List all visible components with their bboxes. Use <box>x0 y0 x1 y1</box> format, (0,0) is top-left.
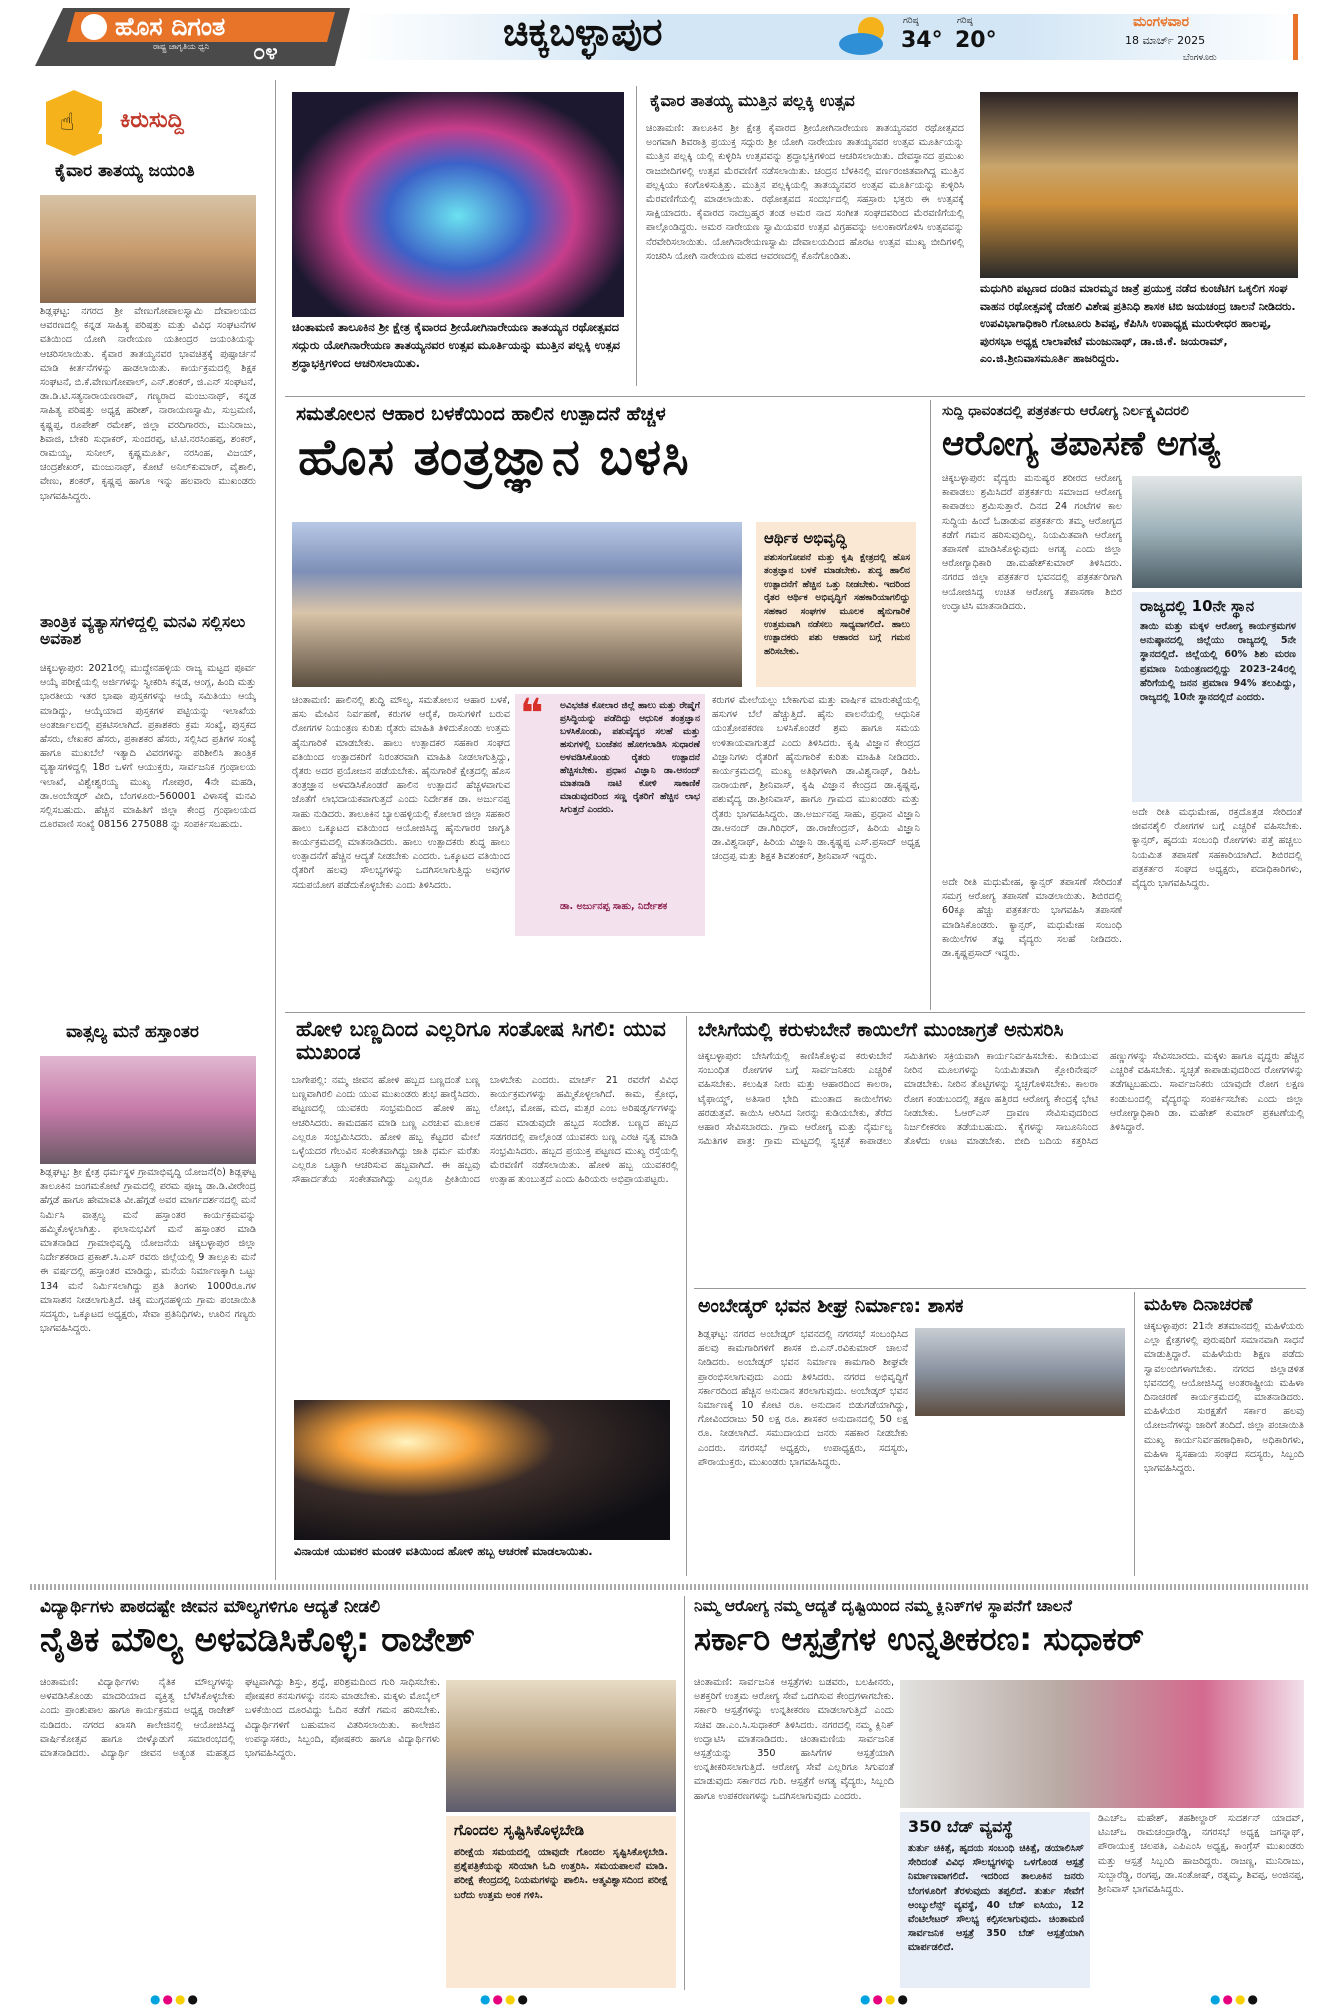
logo-block <box>35 8 350 66</box>
kirusuddi-badge <box>38 90 268 156</box>
vatsalya-body: ಶಿಡ್ಲಘಟ್ಟ: ಶ್ರೀ ಕ್ಷೇತ್ರ ಧರ್ಮಸ್ಥಳ ಗ್ರಾಮಾಭಿವೃದ್ಧಿ ಯೋಜನೆ(ರಿ) ಶಿಡ್ಲಘಟ್ಟ ತಾಲೂಕಿನ ಜಂಗಮಕೋಟೆ ಗ್ರಾಮದಲ್ಲಿ ಪರಮ ಪೂಜ್ಯ ಡಾ.ಡಿ.ವೀರೇಂದ್ರ ಹೆಗ್ಗಡೆ ಹಾಗೂ ಹೇಮಾವತಿ ವೀ.ಹೆಗ್ಗಡೆ ಅವರ ಮಾರ್ಗದರ್ಶನದಲ್ಲಿ ಮನೆ ನಿರ್ಮಿಸಿ ವಾತ್ಸಲ್ಯ ಮನೆ ಹಸ್ತಾಂತರ ಕಾರ್ಯಕ್ರಮವನ್ನು ಹಮ್ಮಿಕೊಳ್ಳಲಾಗಿತ್ತು. ಫಲಾನುಭವಿಗೆ ಮನೆ ಹಸ್ತಾಂತರ ಮಾಡಿ ಮಾತನಾಡಿದ ಗ್ರಾಮಾಭಿವೃದ್ಧಿ ಯೋಜನೆಯ ಚಿಕ್ಕಬಳ್ಳಾಪುರ ಜಿಲ್ಲಾ ನಿರ್ದೇಶಕರಾದ ಪ್ರಕಾಶ್.ಸಿ.ಎಸ್ ರವರು ಜಿಲ್ಲೆಯಲ್ಲಿ 9 ತಾಲ್ಲೂಕು ಮನೆ ಈ ವರ್ಷದಲ್ಲಿ ಹಸ್ತಾಂತರ ಮಾಡಿದ್ದು, ಮನೆಯ ನಿರ್ಮಾಣಕ್ಕಾಗಿ ಒಟ್ಟು 134 ಮನೆ ನಿರ್ಮಿಸಲಾಗಿದ್ದು ಪ್ರತಿ ತಿಂಗಳು 1000ರೂ.ಗಳ ಮಾಸಾಶನ ನೀಡಲಾಗುತ್ತಿದೆ. ಚಿಕ್ಕ ಮುಗ್ಗನಹಳ್ಳಿಯ ಗ್ರಾಮ ಪಂಚಾಯಿತಿ ಸದಸ್ಯರು, ಒಕ್ಕೂಟದ ಅಧ್ಯಕ್ಷರು, ಸೇವಾ ಪ್ರತಿನಿಧಿಗಳು, ಊರಿನ ಗಣ್ಯರು ಭಾಗವಹಿಸಿದ್ದರು. <box>40 1167 256 1335</box>
hospital-body: ಚಿಂತಾಮಣಿ: ಸಾರ್ವಜನಿಕ ಆಸ್ಪತ್ರೆಗಳು ಬಡವರು, ಬಲಹೀನರು, ಅಶಕ್ತರಿಗೆ ಉತ್ತಮ ಆರೋಗ್ಯ ಸೇವೆ ಒದಗಿಸುವ ಕೇಂದ್ರಗಳಾಗಬೇಕು. ಸರ್ಕಾರಿ ಆಸ್ಪತ್ರೆಗಳನ್ನು ಉನ್ನತೀಕರಣ ಮಾಡಲಾಗುತ್ತಿದೆ ಎಂದು ಸಚಿವ ಡಾ.ಎಂ.ಸಿ.ಸುಧಾಕರ್ ತಿಳಿಸಿದರು. ನಗರದಲ್ಲಿ ನಮ್ಮ ಕ್ಲಿನಿಕ್ ಉದ್ಘಾಟಿಸಿ ಮಾತನಾಡಿದರು. ಚಿಂತಾಮಣಿಯ ಸಾರ್ವಜನಿಕ ಆಸ್ಪತ್ರೆಯನ್ನು 350 ಹಾಸಿಗೆಗಳ ಆಸ್ಪತ್ರೆಯಾಗಿ ಉನ್ನತೀಕರಿಸಲಾಗುತ್ತಿದೆ. ಆರೋಗ್ಯ ಸೇವೆ ಎಲ್ಲರಿಗೂ ಸಿಗುವಂತೆ ಮಾಡುವುದು ಸರ್ಕಾರದ ಗುರಿ. ಆಸ್ಪತ್ರೆಗೆ ಅಗತ್ಯ ವೈದ್ಯರು, ಸಿಬ್ಬಂದಿ ಹಾಗೂ ಉಪಕರಣಗಳನ್ನು ಒದಗಿಸಲಾಗುವುದು ಎಂದರು. <box>694 1677 894 1802</box>
col-divider-women <box>1134 1292 1135 1576</box>
holi-photo-caption: ವಿನಾಯಕ ಯುವಕರ ಮಂಡಳಿ ವತಿಯಿಂದ ಹೋಳಿ ಹಬ್ಬ ಆಚರಣೆ ಮಾಡಲಾಯಿತು. <box>294 1544 593 1558</box>
section-divider-bottom <box>30 1584 1308 1590</box>
holi-headline: ಹೋಳಿ ಬಣ್ಣದಿಂದ ಎಲ್ಲರಿಗೂ ಸಂತೋಷ ಸಿಗಲಿ: ಯುವ ಮುಖಂಡ <box>296 1017 666 1065</box>
hospital-sidebar-body: ತುರ್ತು ಚಿಕಿತ್ಸೆ, ಹೃದಯ ಸಂಬಂಧಿ ಚಿಕಿತ್ಸೆ, ಡಯಾಲಿಸಿಸ್ ಸೇರಿದಂತೆ ವಿವಿಧ ಸೌಲಭ್ಯಗಳನ್ನು ಒಳಗೊಂಡ ಆಸ್ಪತ್ರೆ ನಿರ್ಮಾಣವಾಗಲಿದೆ. ಇದರಿಂದ ತಾಲೂಕಿನ ಜನರು ಬೆಂಗಳೂರಿಗೆ ತೆರಳುವುದು ತಪ್ಪಲಿದೆ. ತುರ್ತು ಸೇವೆಗೆ ಆಂಬ್ಯುಲೆನ್ಸ್ ವ್ಯವಸ್ಥೆ, 40 ಬೆಡ್ ಐಸಿಯು, 12 ವೆಂಟಿಲೇಟರ್ ಸೌಲಭ್ಯ ಕಲ್ಪಿಸಲಾಗುವುದು. ಚಿಂತಾಮಣಿ ಸಾರ್ವಜನಿಕ ಆಸ್ಪತ್ರೆ 350 ಬೆಡ್ ಆಸ್ಪತ್ರೆಯಾಗಿ ಮಾರ್ಪಡಲಿದೆ. <box>908 1843 1084 1954</box>
health-camp-photo <box>1132 476 1302 588</box>
technical-appeal-headline: ತಾಂತ್ರಿಕ ವ್ಯತ್ಯಾಸಗಳಿದ್ದಲ್ಲಿ ಮನವಿ ಸಲ್ಲಿಸಲು ಅವಕಾಶ <box>40 613 246 649</box>
hospital-sidebar-title: 350 ಬೆಡ್ ವ್ಯವಸ್ಥೆ <box>908 1817 1013 1836</box>
row-divider-top <box>285 396 1305 397</box>
col-divider-left <box>275 80 276 1580</box>
ambedkar-headline: ಅಂಬೇಡ್ಕರ್ ಭವನ ಶೀಘ್ರ ನಿರ್ಮಾಣ: ಶಾಸಕ <box>698 1295 964 1317</box>
hospital-inauguration-photo <box>900 1680 1304 1808</box>
edition-city: ಬೆಂಗಳೂರು <box>1183 53 1217 63</box>
lead-kicker: ಸಮತೋಲನ ಆಹಾರ ಬಳಕೆಯಿಂದ ಹಾಲಿನ ಉತ್ಪಾದನೆ ಹೆಚ್ಚಳ <box>296 403 666 425</box>
lead-group-photo <box>292 522 742 687</box>
kaivara-headline: ಕೈವಾರ ತಾತಯ್ಯ ಮುತ್ತಿನ ಪಲ್ಲಕ್ಕಿ ಉತ್ಸವ <box>650 91 855 110</box>
kirusuddi-label: ಕಿರುಸುದ್ದಿ <box>120 108 184 133</box>
lead-body-2: ಕರುಗಳ ಮೇಲೆಯಲ್ಲು ಬೇಕಾಗುವ ಮತ್ತು ವಾರ್ಷಿಕ ಮಾರುಕಟ್ಟೆಯಲ್ಲಿ ಹಸುಗಳ ಬೆಲೆ ಹೆಚ್ಚುತ್ತಿದೆ. ಹೈನು ಪಾಲನೆಯಲ್ಲಿ ಆಧುನಿಕ ಯಂತ್ರೋಪಕರಣ ಬಳಸಿಕೊಂಡರೆ ಶ್ರಮ ಹಾಗೂ ಸಮಯ ಉಳಿತಾಯವಾಗುತ್ತದೆ ಎಂದು ತಿಳಿಸಿದರು. ಕೃಷಿ ವಿಜ್ಞಾನ ಕೇಂದ್ರದ ವಿಜ್ಞಾನಿಗಳು ರೈತರಿಗೆ ಹೈನುಗಾರಿಕೆ ಕುರಿತು ಮಾಹಿತಿ ನೀಡಿದರು. ಕಾರ್ಯಕ್ರಮದಲ್ಲಿ ಮುಖ್ಯ ಅತಿಥಿಗಳಾಗಿ ಡಾ.ವಿಶ್ವನಾಥ್, ಡಿಪಿಓ ನಾರಾಯಣ್, ಶ್ರೀನಿವಾಸ್, ಕೃಷಿ ವಿಜ್ಞಾನ ಕೇಂದ್ರದ ಡಾ.ಕೃಷ್ಣಪ್ಪ, ಪಶುವೈದ್ಯ ಡಾ.ಶ್ರೀನಿವಾಸ್, ಹಾಗೂ ಗ್ರಾಮದ ಮುಖಂಡರು ಮತ್ತು ರೈತರು ಭಾಗವಹಿಸಿದ್ದರು. ಡಾ.ಅರ್ಜುನಪ್ಪ ಸಾಹು, ಪ್ರಧಾನ ವಿಜ್ಞಾನಿ ಡಾ.ಆನಂದ್ ಡಾ.ಗಿರಿಧರ್, ಡಾ.ರಾಜೇಂದ್ರನ್, ಹಿರಿಯ ವಿಜ್ಞಾನಿ ಡಾ.ವಿಶ್ವನಾಥ್, ಹಿರಿಯ ವಿಜ್ಞಾನಿ ಡಾ.ಕೃಷ್ಣಪ್ಪ ಎಸ್.ಪ್ರಸಾದ್ ಅಧ್ಯಕ್ಷ ಚಂದ್ರಪ್ಪ ಮತ್ತು ಶಿಕ್ಷಕ ಶಿವಶಂಕರ್, ಶ್ರೀನಿವಾಸ್ ಇದ್ದರು. <box>712 695 920 863</box>
health-headline: ಆರೋಗ್ಯ ತಪಾಸಣೆ ಅಗತ್ಯ <box>942 424 1221 464</box>
max-temp-label: ಗರಿಷ್ಠ <box>903 16 919 26</box>
summer-headline: ಬೇಸಿಗೆಯಲ್ಲಿ ಕರುಳುಬೇನೆ ಕಾಯಿಲೆಗೆ ಮುಂಜಾಗ್ರತೆ ಅನುಸರಿಸಿ <box>698 1019 1064 1041</box>
edition-bar <box>1293 14 1298 60</box>
issue-date: 18 ಮಾರ್ಚ್ 2025 <box>1125 34 1206 47</box>
ambedkar-body-cont <box>915 1420 1127 1578</box>
ethics-body: ಚಿಂತಾಮಣಿ: ವಿದ್ಯಾರ್ಥಿಗಳು ನೈತಿಕ ಮೌಲ್ಯಗಳನ್ನು ಅಳವಡಿಸಿಕೊಂಡು ಮಾದರಿಯಾದ ವ್ಯಕ್ತಿತ್ವ ಬೆಳೆಸಿಕೊಳ್ಳಬೇಕು ಎಂದು ಪ್ರಾಂಶುಪಾಲ ಹಾಗೂ ಕಾರ್ಯಕ್ರಮದ ಅಧ್ಯಕ್ಷ ರಾಜೇಶ್ ನುಡಿದರು. ನಗರದ ಖಾಸಗಿ ಕಾಲೇಜಿನಲ್ಲಿ ಆಯೋಜಿಸಿದ್ದ ವಾರ್ಷಿಕೋತ್ಸವ ಹಾಗೂ ಬೀಳ್ಕೊಡುಗೆ ಸಮಾರಂಭದಲ್ಲಿ ಮಾತನಾಡಿದರು. ವಿದ್ಯಾರ್ಥಿ ಜೀವನ ಅತ್ಯಂತ ಮಹತ್ವದ ಘಟ್ಟವಾಗಿದ್ದು ಶಿಸ್ತು, ಶ್ರದ್ಧೆ, ಪರಿಶ್ರಮದಿಂದ ಗುರಿ ಸಾಧಿಸಬೇಕು. ಪೋಷಕರ ಕನಸುಗಳನ್ನು ನನಸು ಮಾಡಬೇಕು. ಮಕ್ಕಳು ಮೊಬೈಲ್ ಬಳಕೆಯಿಂದ ದೂರವಿದ್ದು ಓದಿನ ಕಡೆಗೆ ಗಮನ ಹರಿಸಬೇಕು. ವಿದ್ಯಾರ್ಥಿಗಳಿಗೆ ಬಹುಮಾನ ವಿತರಿಸಲಾಯಿತು. ಕಾಲೇಜಿನ ಉಪನ್ಯಾಸಕರು, ಸಿಬ್ಬಂದಿ, ಪೋಷಕರು ಹಾಗೂ ವಿದ್ಯಾರ್ಥಿಗಳು ಭಾಗವಹಿಸಿದ್ದರು. <box>40 1677 440 1760</box>
hospital-body-2: ಡಿಎಚ್‌ಒ ಮಹೇಶ್, ತಹಶೀಲ್ದಾರ್ ಸುದರ್ಶನ್ ಯಾದವ್, ಟಿಎಚ್‌ಒ ರಾಮಚಂದ್ರಾರೆಡ್ಡಿ, ನಗರಸಭೆ ಅಧ್ಯಕ್ಷ ಜಗನ್ನಾಥ್, ಪೌರಾಯುಕ್ತ ಚಲಪತಿ, ಎಪಿಎಂಸಿ ಅಧ್ಯಕ್ಷ, ಕಾಂಗ್ರೆಸ್ ಮುಖಂಡರು ಮತ್ತು ಆಸ್ಪತ್ರೆ ಸಿಬ್ಬಂದಿ ಹಾಜರಿದ್ದರು. ರಾಜಣ್ಣ, ಮುನಿರಾಜು, ಸುಬ್ಬಾರೆಡ್ಡಿ, ರಂಗಪ್ಪ, ಡಾ.ಸಂತೋಷ್, ರತ್ನಮ್ಮ, ಶಿವಪ್ಪ, ಅಂಜಿನಪ್ಪ, ಶ್ರೀನಿವಾಸ್ ಭಾಗವಹಿಸಿದ್ದರು. <box>1098 1813 1304 1896</box>
holi-body: ಬಾಗೇಪಲ್ಲಿ: ನಮ್ಮ ಜೀವನ ಹೋಳಿ ಹಬ್ಬದ ಬಣ್ಣದಂತೆ ಬಣ್ಣ ಬಣ್ಣವಾಗಿರಲಿ ಎಂದು ಯುವ ಮುಖಂಡರು ಶುಭ ಹಾರೈಸಿದರು. ಪಟ್ಟಣದಲ್ಲಿ ಯುವಕರು ಸಂಭ್ರಮದಿಂದ ಹೋಳಿ ಹಬ್ಬ ಆಚರಿಸಿದರು. ಕಾಮದಹನ ಮಾಡಿ ಬಣ್ಣ ಎರಚುವ ಮೂಲಕ ಎಲ್ಲರೂ ಸಂಭ್ರಮಿಸಿದರು. ಹೋಳಿ ಹಬ್ಬ ಕೆಟ್ಟದರ ಮೇಲೆ ಒಳ್ಳೆಯದರ ಗೆಲುವಿನ ಸಂಕೇತವಾಗಿದ್ದು ಜಾತಿ ಧರ್ಮ ಮರೆತು ಎಲ್ಲರೂ ಒಟ್ಟಾಗಿ ಆಚರಿಸುವ ಹಬ್ಬವಾಗಿದೆ. ಈ ಹಬ್ಬವು ಸೌಹಾರ್ದತೆಯ ಸಂಕೇತವಾಗಿದ್ದು ಎಲ್ಲರೂ ಪ್ರೀತಿಯಿಂದ ಬಾಳಬೇಕು ಎಂದರು. ಮಾರ್ಚ್ 21 ರವರೆಗೆ ವಿವಿಧ ಕಾರ್ಯಕ್ರಮಗಳನ್ನು ಹಮ್ಮಿಕೊಳ್ಳಲಾಗಿದೆ. ಕಾಮ, ಕ್ರೋಧ, ಲೋಭ, ಮೋಹ, ಮದ, ಮತ್ಸರ ಎಂಬ ಅರಿಷಡ್ವರ್ಗಗಳನ್ನು ದಹನ ಮಾಡುವುದೇ ಹಬ್ಬದ ಸಂದೇಶ. ಬಣ್ಣದ ಹಬ್ಬದ ಸಡಗರದಲ್ಲಿ ಪಾಲ್ಗೊಂಡ ಯುವಕರು ಬಣ್ಣ ಎರಚಿ ನೃತ್ಯ ಮಾಡಿ ಸಂಭ್ರಮಿಸಿದರು. ಹಬ್ಬದ ಪ್ರಯುಕ್ತ ಪಟ್ಟಣದ ಮುಖ್ಯ ರಸ್ತೆಯಲ್ಲಿ ಮೆರವಣಿಗೆ ನಡೆಸಲಾಯಿತು. ಹೋಳಿ ಹಬ್ಬ ಯುವಕರಲ್ಲಿ ಉತ್ಸಾಹ ತುಂಬುತ್ತದೆ ಎಂದು ಹಿರಿಯರು ಅಭಿಪ್ರಾಯಪಟ್ಟರು. <box>292 1075 678 1186</box>
max-temp: 34° <box>901 28 943 53</box>
health-body-2: ಅದೇ ರೀತಿ ಮಧುಮೇಹ, ರಕ್ತದೊತ್ತಡ ಸೇರಿದಂತೆ ಜೀವನಶೈಲಿ ರೋಗಗಳ ಬಗ್ಗೆ ಎಚ್ಚರಿಕೆ ವಹಿಸಬೇಕು. ಕ್ಯಾನ್ಸರ್, ಹೃದಯ ಸಂಬಂಧಿ ರೋಗಗಳು ಪತ್ತೆ ಹಚ್ಚಲು ನಿಯಮಿತ ತಪಾಸಣೆ ಸಹಕಾರಿಯಾಗಿದೆ. ಶಿಬಿರದಲ್ಲಿ ಪತ್ರಕರ್ತರ ಸಂಘದ ಅಧ್ಯಕ್ಷರು, ಪದಾಧಿಕಾರಿಗಳು, ವೈದ್ಯರು ಭಾಗವಹಿಸಿದ್ದರು. <box>1132 807 1302 890</box>
kaivara-body: ಚಿಂತಾಮಣಿ: ತಾಲೂಕಿನ ಶ್ರೀ ಕ್ಷೇತ್ರ ಕೈವಾರದ ಶ್ರೀಯೋಗಿನಾರೇಯಣ ತಾತಯ್ಯನವರ ರಥೋತ್ಸವದ ಅಂಗವಾಗಿ ಶಿವರಾತ್ರಿ ಪ್ರಯುಕ್ತ ಸದ್ಗುರು ಶ್ರೀ ಯೋಗಿ ನಾರೇಯಣ ತಾತಯ್ಯನವರ ಉತ್ಸವ ಮೂರ್ತಿಯನ್ನು ಮುತ್ತಿನ ಪಲ್ಲಕ್ಕಿ ಯಲ್ಲಿ ಕುಳ್ಳಿರಿಸಿ ಉತ್ಸವವನ್ನು ಶ್ರದ್ಧಾಭಕ್ತಿಗಳಿಂದ ಆಚರಿಸಲಾಯಿತು. ದೇವಸ್ಥಾನದ ಪ್ರಮುಖ ರಾಜಬೀದಿಗಳಲ್ಲಿ ಉತ್ಸವ ಮೆರವಣಿಗೆ ನಡೆಸಲಾಯಿತು. ಚಂದ್ರನ ಬೆಳಕಿನಲ್ಲಿ ವರ್ಣರಂಜಿತವಾಗಿದ್ದ ಮುತ್ತಿನ ಪಲ್ಲಕ್ಕಿಯು ಕಂಗೊಳಿಸುತ್ತಿತ್ತು. ಮುತ್ತಿನ ಪಲ್ಲಕ್ಕಿಯಲ್ಲಿ ತಾತಯ್ಯನವರ ಉತ್ಸವ ಮೂರ್ತಿಯನ್ನು ಕುಳ್ಳಿರಿಸಿ ಮೆರವಣಿಗೆಯಲ್ಲಿ ಮಾಡಲಾಯಿತು. ರಥೋತ್ಸವದ ಸಂದರ್ಭದಲ್ಲಿ ಸಹಸ್ರಾರು ಭಕ್ತರು ಈ ಉತ್ಸವಕ್ಕೆ ಸಾಕ್ಷಿಯಾದರು. ಕೈವಾರದ ನಾದಬ್ರಹ್ಮರ ತಂಡ ಅಮರ ನಾದ ಸಂಗೀತ ಸಂಘದವರಿಂದ ಮೆರವಣಿಗೆಯಲ್ಲಿ ಪಾಲ್ಗೊಂಡಿದ್ದರು. ಅಮರ ನಾರೇಯಣ ಸ್ವಾಮಿಯವರ ಉತ್ಸವ ವಿಗ್ರಹವನ್ನು ಅಲಂಕಾರಗೊಳಿಸಿ ಉತ್ಸವವನ್ನು ನೆರವೇರಿಸಲಾಯಿತು. ಯೋಗಿನಾರೇಯಣಸ್ವಾಮಿ ದೇವಾಲಯದಿಂದ ಹೊರಟ ಉತ್ಸವ ಮುಖ್ಯ ಬೀದಿಗಳಲ್ಲಿ ಸಂಚರಿಸಿ ಯೋಗಿ ನಾರೇಯಣ ಮಠದ ಆವರಣದಲ್ಲಿ ಕೊನೆಗೊಂಡಿತು. <box>646 123 964 262</box>
technical-appeal-body: ಚಿಕ್ಕಬಳ್ಳಾಪುರ: 2021ರಲ್ಲಿ ಮುದ್ದೇನಹಳ್ಳಿಯ ರಾಜ್ಯ ಮಟ್ಟದ ಪೂರ್ವ ಆಯ್ಕೆ ಪರೀಕ್ಷೆಯಲ್ಲಿ ಅರ್ಜಿಗಳನ್ನು ಸ್ವೀಕರಿಸಿ ಕನ್ನಡ, ಆಂಗ್ಲ, ಹಿಂದಿ ಮತ್ತು ಭಾರತೀಯ ಇತರ ಭಾಷಾ ಪುಸ್ತಕಗಳನ್ನು ಆಯ್ಕೆ ಸಮಿತಿಯು ಆಯ್ಕೆ ಮಾಡಿದ್ದು, ಆಯ್ಕೆಯಾದ ಪುಸ್ತಕಗಳ ಪಟ್ಟಿಯನ್ನು ಇಲಾಖೆಯ ಅಂತರ್ಜಾಲದಲ್ಲಿ ಪ್ರಕಟಿಸಲಾಗಿದೆ. ಪ್ರಕಾಶಕರು ಕ್ರಮ ಸಂಖ್ಯೆ, ಪುಸ್ತಕದ ಹೆಸರು, ಲೇಖಕರ ಹೆಸರು, ಪ್ರಕಾಶಕರ ಹೆಸರು, ಸಲ್ಲಿಸಿದ ಪ್ರತಿಗಳ ಸಂಖ್ಯೆ ಹಾಗೂ ಮುಖಬೆಲೆ ಇತ್ಯಾದಿ ವಿವರಗಳನ್ನು ಪರಿಶೀಲಿಸಿ ತಾಂತ್ರಿಕ ವ್ಯತ್ಯಾಸಗಳಿದ್ದಲ್ಲಿ 18ರ ಒಳಗೆ ಆಯುಕ್ತರು, ಸಾರ್ವಜನಿಕ ಗ್ರಂಥಾಲಯ ಇಲಾಖೆ, ವಿಶ್ವೇಶ್ವರಯ್ಯ ಮುಖ್ಯ ಗೋಪುರ, 4ನೇ ಮಹಡಿ, ಡಾ.ಅಂಬೇಡ್ಕರ್ ವೀದಿ, ಬೆಂಗಳೂರು-560001 ವಿಳಾಸಕ್ಕೆ ಮನವಿ ಸಲ್ಲಿಸಬಹುದು. ಹೆಚ್ಚಿನ ಮಾಹಿತಿಗೆ ಜಿಲ್ಲಾ ಕೇಂದ್ರ ಗ್ರಂಥಾಲಯದ ದೂರವಾಣಿ ಸಂಖ್ಯೆ 08156 275088 ನ್ನು ಸಂಪರ್ಕಿಸಬಹುದು. <box>40 663 256 831</box>
ambedkar-meeting-photo <box>915 1328 1125 1416</box>
kaivara-jayanti-headline: ಕೈವಾರ ತಾತಯ್ಯ ಜಯಂತಿ <box>55 161 195 181</box>
kaivara-jayanti-photo <box>40 195 256 303</box>
pointing-hand-icon: ☝ <box>60 108 75 136</box>
ethics-sidebar-title: ಗೊಂದಲ ಸೃಷ್ಟಿಸಿಕೊಳ್ಳಬೇಡಿ <box>454 1821 585 1839</box>
womens-day-body: ಚಿಕ್ಕಬಳ್ಳಾಪುರ: 21ನೇ ಶತಮಾನದಲ್ಲಿ ಮಹಿಳೆಯರು ಎಲ್ಲಾ ಕ್ಷೇತ್ರಗಳಲ್ಲಿ ಪುರುಷರಿಗೆ ಸಮಾನವಾಗಿ ಸಾಧನೆ ಮಾಡುತ್ತಿದ್ದಾರೆ. ಮಹಿಳೆಯರು ಶಿಕ್ಷಣ ಪಡೆದು ಸ್ವಾವಲಂಬಿಗಳಾಗಬೇಕು. ನಗರದ ಜಿಲ್ಲಾಡಳಿತ ಭವನದಲ್ಲಿ ಆಯೋಜಿಸಿದ್ದ ಅಂತರಾಷ್ಟ್ರೀಯ ಮಹಿಳಾ ದಿನಾಚರಣೆ ಕಾರ್ಯಕ್ರಮದಲ್ಲಿ ಮಾತನಾಡಿದರು. ಮಹಿಳೆಯರ ಸುರಕ್ಷತೆಗೆ ಸರ್ಕಾರ ಹಲವು ಯೋಜನೆಗಳನ್ನು ಜಾರಿಗೆ ತಂದಿದೆ. ಜಿಲ್ಲಾ ಪಂಚಾಯಿತಿ ಮುಖ್ಯ ಕಾರ್ಯನಿರ್ವಹಣಾಧಿಕಾರಿ, ಅಧಿಕಾರಿಗಳು, ಮಹಿಳಾ ಸ್ವಸಹಾಯ ಸಂಘದ ಸದಸ್ಯರು, ಸಿಬ್ಬಂದಿ ಭಾಗವಹಿಸಿದ್ದರು. <box>1144 1321 1304 1475</box>
holi-bonfire-photo <box>294 1400 670 1540</box>
min-temp: 20° <box>955 28 997 53</box>
hospital-kicker: ನಿಮ್ಮ ಆರೋಗ್ಯ ನಮ್ಮ ಆದ್ಯತೆ ದೃಷ್ಟಿಯಿಂದ ನಮ್ಮ ಕ್ಲಿನಿಕ್‌ಗಳ ಸ್ಥಾಪನೆಗೆ ಚಾಲನೆ <box>694 1597 1073 1615</box>
health-sidebar-title: ರಾಜ್ಯದಲ್ಲಿ 10ನೇ ಸ್ಥಾನ <box>1140 597 1255 615</box>
lead-body-1: ಚಿಂತಾಮಣಿ: ಹಾಲಿನಲ್ಲಿ ಶುದ್ಧಿ ಮೌಲ್ಯ, ಸಮತೋಲನ ಆಹಾರ ಬಳಕೆ, ಹಸು ಮೇವಿನ ನಿರ್ವಹಣೆ, ಕರುಗಳ ಆರೈಕೆ, ರಾಸುಗಳಿಗೆ ಬರುವ ರೋಗಗಳ ನಿಯಂತ್ರಣ ಕುರಿತು ರೈತರು ಮಾಹಿತಿ ತಿಳಿದುಕೊಂಡು ಉತ್ತಮ ಹೈನುಗಾರಿಕೆ ಮಾಡಬೇಕು. ಹಾಲು ಉತ್ಪಾದಕರ ಸಹಕಾರ ಸಂಘದ ವತಿಯಿಂದ ಉತ್ಪಾದಕರಿಗೆ ನಿರಂತರವಾಗಿ ಮಾಹಿತಿ ನೀಡಲಾಗುತ್ತಿದ್ದು, ರೈತರು ಅದರ ಪ್ರಯೋಜನ ಪಡೆಯಬೇಕು. ಹೈನುಗಾರಿಕೆ ಕ್ಷೇತ್ರದಲ್ಲಿ ಹೊಸ ತಂತ್ರಜ್ಞಾನ ಅಳವಡಿಸಿಕೊಂಡರೆ ಹಾಲಿನ ಉತ್ಪಾದನೆ ಹೆಚ್ಚಳವಾಗುವ ಜೊತೆಗೆ ಲಾಭದಾಯಕವಾಗುತ್ತದೆ ಎಂದು ನಿರ್ದೇಶಕ ಡಾ. ಅರ್ಜುನಪ್ಪ ಸಾಹು ನುಡಿದರು. ತಾಲೂಕಿನ ಬ್ಯಾಲಹಳ್ಳಿಯಲ್ಲಿ ಕೋಲಾರ ಜಿಲ್ಲಾ ಸಹಕಾರ ಹಾಲು ಒಕ್ಕೂಟದ ವತಿಯಿಂದ ಆಯೋಜಿಸಿದ್ದ ಹೈನುಗಾರರ ಜಾಗೃತಿ ಕಾರ್ಯಕ್ರಮದಲ್ಲಿ ಮಾತನಾಡಿದರು. ಹಾಲು ಉತ್ಪಾದಕರು ಶುದ್ಧ ಹಾಲು ಉತ್ಪಾದನೆಗೆ ಹೆಚ್ಚಿನ ಆದ್ಯತೆ ನೀಡಬೇಕು ಎಂದರು. ಒಕ್ಕೂಟದ ವತಿಯಿಂದ ರೈತರಿಗೆ ಹಲವು ಸೌಲಭ್ಯಗಳನ್ನು ಒದಗಿಸಲಾಗುತ್ತಿದ್ದು ಅವುಗಳ ಸದುಪಯೋಗ ಪಡೆದುಕೊಳ್ಳಬೇಕು ಎಂದು ತಿಳಿಸಿದರು. <box>292 695 510 891</box>
ethics-sidebar-body: ಪರೀಕ್ಷೆಯ ಸಮಯದಲ್ಲಿ ಯಾವುದೇ ಗೊಂದಲ ಸೃಷ್ಟಿಸಿಕೊಳ್ಳಬೇಡಿ. ಪ್ರಶ್ನೆಪತ್ರಿಕೆಯನ್ನು ಸರಿಯಾಗಿ ಓದಿ ಉತ್ತರಿಸಿ. ಸಮಯಪಾಲನೆ ಮಾಡಿ. ಪರೀಕ್ಷೆ ಕೇಂದ್ರದಲ್ಲಿ ನಿಯಮಗಳನ್ನು ಪಾಲಿಸಿ. ಆತ್ಮವಿಶ್ವಾಸದಿಂದ ಪರೀಕ್ಷೆ ಬರೆದು ಉತ್ತಮ ಅಂಕ ಗಳಿಸಿ. <box>454 1847 668 1901</box>
ethics-headline: ನೈತಿಕ ಮೌಲ್ಯ ಅಳವಡಿಸಿಕೊಳ್ಳಿ: ರಾಜೇಶ್ <box>40 1620 475 1660</box>
registration-dots-mid: ●●●● <box>860 1992 910 2006</box>
lead-sidebar-body: ಪಶುಸಂಗೋಪನೆ ಮತ್ತು ಕೃಷಿ ಕ್ಷೇತ್ರದಲ್ಲಿ ಹೊಸ ತಂತ್ರಜ್ಞಾನ ಬಳಕೆ ಮಾಡಬೇಕು. ಶುದ್ಧ ಹಾಲಿನ ಉತ್ಪಾದನೆಗೆ ಹೆಚ್ಚಿನ ಒತ್ತು ನೀಡಬೇಕು. ಇದರಿಂದ ರೈತರ ಆರ್ಥಿಕ ಅಭಿವೃದ್ಧಿಗೆ ಸಹಕಾರಿಯಾಗಲಿದ್ದು ಸಹಕಾರ ಸಂಘಗಳ ಮೂಲಕ ಹೈನುಗಾರಿಕೆ ಉತ್ತಮವಾಗಿ ನಡೆಸಲು ಸಾಧ್ಯವಾಗಲಿದೆ. ಹಾಲು ಉತ್ಪಾದಕರು ಪಶು ಆಹಾರದ ಬಗ್ಗೆ ಗಮನ ಹರಿಸಬೇಕು. <box>764 553 910 657</box>
health-body-3: ಅದೇ ರೀತಿ ಮಧುಮೇಹ, ಕ್ಯಾನ್ಸರ್ ತಪಾಸಣೆ ಸೇರಿದಂತೆ ಸಮಗ್ರ ಆರೋಗ್ಯ ತಪಾಸಣೆ ಮಾಡಲಾಯಿತು. ಶಿಬಿರದಲ್ಲಿ 60ಕ್ಕೂ ಹೆಚ್ಚು ಪತ್ರಕರ್ತರು ಭಾಗವಹಿಸಿ ತಪಾಸಣೆ ಮಾಡಿಸಿಕೊಂಡರು. ಕ್ಯಾನ್ಸರ್, ಮಧುಮೇಹ ಸಂಬಂಧಿ ಕಾಯಿಲೆಗಳ ತಜ್ಞ ವೈದ್ಯರು ಸಲಹೆ ನೀಡಿದರು. ಡಾ.ಕೃಷ್ಣಪ್ರಸಾದ್ ಇದ್ದರು. <box>942 877 1122 960</box>
temple-palanquin-photo <box>292 92 624 317</box>
madhugiri-rathotsava-photo <box>980 92 1298 278</box>
col-divider-bottom <box>684 1596 685 1990</box>
masthead <box>35 8 1305 66</box>
ethics-event-photo <box>446 1680 676 1812</box>
kaivara-jayanti-body: ಶಿಡ್ಲಘಟ್ಟ: ನಗರದ ಶ್ರೀ ವೇಣುಗೋಪಾಲಸ್ವಾಮಿ ದೇವಾಲಯದ ಆವರಣದಲ್ಲಿ ಕನ್ನಡ ಸಾಹಿತ್ಯ ಪರಿಷತ್ತು ಮತ್ತು ವಿವಿಧ ಸಂಘಟನೆಗಳ ವತಿಯಿಂದ ಯೋಗಿ ನಾರೇಯಣ ಯತೀಂದ್ರರ ಜಯಂತಿಯನ್ನು ಆಚರಿಸಲಾಯಿತು. ಕೈವಾರ ತಾತಯ್ಯನವರ ಭಾವಚಿತ್ರಕ್ಕೆ ಪುಷ್ಪಾರ್ಚನೆ ಮಾಡಿ ಕೀರ್ತನೆಗಳನ್ನು ಹಾಡಲಾಯಿತು. ಕಾರ್ಯಕ್ರಮದಲ್ಲಿ ಶಿಕ್ಷಕ ಸಂಘಟನೆ, ಬಿ.ಕೆ.ವೇಣುಗೋಪಾಲ್, ಎನ್.ಶಂಕರ್, ಜಿ.ಎನ್ ಸಂಘಟನೆ, ಡಾ.ಡಿ.ಟಿ.ಸತ್ಯನಾರಾಯಣರಾವ್, ಗಣ್ಯರಾದ ಮಂಜುನಾಥ್, ಕನ್ನಡ ಸಾಹಿತ್ಯ ಪರಿಷತ್ತು ಅಧ್ಯಕ್ಷ ಹರೀಶ್, ನಾರಾಯಣಸ್ವಾಮಿ, ಸುಬ್ರಮಣಿ, ಕೃಷ್ಣಪ್ಪ, ರೂಪೇಶ್ ರಮೇಶ್, ಜಿಲ್ಲಾ ವರದಿಗಾರರು, ಮುನಿರಾಜು, ಶಿವಾಜಿ, ಬೇಕರಿ ಸುಧಾಕರ್, ಸುಂದರಪ್ಪ, ಟಿ.ಟಿ.ನರಸಿಂಹಪ್ಪ, ಶಂಕರ್, ರಾಮಯ್ಯ, ಸುನೀಲ್, ಕೃಷ್ಣಮೂರ್ತಿ, ನರಸಿಂಹ, ವಿಜಯ್, ಚಂದ್ರಶೇಖರ್, ಮಂಜುನಾಥ್, ಕೋಟೆ ಅನಿಲ್‌ಕುಮಾರ್, ವೈಶಾಲಿ, ವೇಣು, ಶಂಕರ್, ಕೃಷ್ಣಪ್ಪ ಹಾಗೂ ಇನ್ನು ಹಲವಾರು ಮುಖಂಡರು ಭಾಗವಹಿಸಿದ್ದರು. <box>40 306 256 502</box>
womens-day-headline: ಮಹಿಳಾ ದಿನಾಚರಣೆ <box>1144 1295 1253 1315</box>
row-divider-middle <box>285 1012 1305 1013</box>
lead-quote-text: ಅವಿಭಜಿತ ಕೋಲಾರ ಜಿಲ್ಲೆ ಹಾಲು ಮತ್ತು ರೇಷ್ಮೆಗೆ ಪ್ರಸಿದ್ಧಿಯನ್ನು ಪಡೆದಿದ್ದು ಆಧುನಿಕ ತಂತ್ರಜ್ಞಾನ ಬಳಸಿಕೊಂಡು, ಪಶುವೈದ್ಯರ ಸಲಹೆ ಮತ್ತು ಹಸುಗಳಲ್ಲಿ ಬಂಜೆತನ ಹೋಗಲಾಡಿಸಿ ಸುಧಾರಣೆ ಅಳವಡಿಸಿಕೊಂಡು ರೈತರು ಉತ್ಪಾದನೆ ಹೆಚ್ಚಿಸಬೇಕು. ಪ್ರಧಾನ ವಿಜ್ಞಾನಿ ಡಾ.ಆನಂದ್ ಮಾತನಾಡಿ ನಾಟಿ ಕೋಳಿ ಸಾಕಾಣಿಕೆ ಮಾಡುವುದರಿಂದ ಸಣ್ಣ ರೈತರಿಗೆ ಹೆಚ್ಚಿನ ಲಾಭ ಸಿಗುತ್ತದೆ ಎಂದರು. <box>560 701 700 815</box>
sun-cloud-icon <box>835 14 895 58</box>
registration-dots-center: ●●●● <box>480 1992 530 2006</box>
page-number: ೦೪ <box>253 40 278 65</box>
health-body-1: ಚಿಕ್ಕಬಳ್ಳಾಪುರ: ವೈದ್ಯರು ಮನುಷ್ಯರ ಶರೀರದ ಆರೋಗ್ಯ ಕಾಪಾಡಲು ಶ್ರಮಿಸಿದರೆ ಪತ್ರಕರ್ತರು ಸಮಾಜದ ಆರೋಗ್ಯ ಕಾಪಾಡಲು ಶ್ರಮಿಸುತ್ತಾರೆ. ದಿನದ 24 ಗಂಟೆಗಳ ಕಾಲ ಸುದ್ದಿಯ ಹಿಂದೆ ಓಡಾಡುವ ಪತ್ರಕರ್ತರು ತಮ್ಮ ಆರೋಗ್ಯದ ಕಡೆಗೆ ಗಮನ ಹರಿಸುವುದಿಲ್ಲ. ನಿಯಮಿತವಾಗಿ ಆರೋಗ್ಯ ತಪಾಸಣೆ ಮಾಡಿಸಿಕೊಳ್ಳುವುದು ಅಗತ್ಯ ಎಂದು ಜಿಲ್ಲಾ ಆರೋಗ್ಯಾಧಿಕಾರಿ ಡಾ.ಮಹೇಶ್‌ಕುಮಾರ್ ತಿಳಿಸಿದರು. ನಗರದ ಜಿಲ್ಲಾ ಪತ್ರಕರ್ತರ ಭವನದಲ್ಲಿ ಪತ್ರಕರ್ತರಿಗಾಗಿ ಆಯೋಜಿಸಿದ್ದ ಉಚಿತ ಆರೋಗ್ಯ ತಪಾಸಣಾ ಶಿಬಿರ ಉದ್ಘಾಟಿಸಿ ಮಾತನಾಡಿದರು. <box>942 473 1122 612</box>
lead-quote-byline: ಡಾ. ಅರ್ಜುನಪ್ಪ ಸಾಹು, ನಿರ್ದೇಶಕ <box>560 901 668 912</box>
summer-body: ಚಿಕ್ಕಬಳ್ಳಾಪುರ: ಬೇಸಿಗೆಯಲ್ಲಿ ಕಾಣಿಸಿಕೊಳ್ಳುವ ಕರುಳುಬೇನೆ ಸಂಬಂಧಿತ ರೋಗಗಳ ಬಗ್ಗೆ ಸಾರ್ವಜನಿಕರು ಎಚ್ಚರಿಕೆ ವಹಿಸಬೇಕು. ಕಲುಷಿತ ನೀರು ಮತ್ತು ಆಹಾರದಿಂದ ಕಾಲರಾ, ಟೈಫಾಯ್ಡ್, ಅತಿಸಾರ ಭೇದಿ ಮುಂತಾದ ಕಾಯಿಲೆಗಳು ಹರಡುತ್ತವೆ. ಕಾಯಿಸಿ ಆರಿಸಿದ ನೀರನ್ನು ಕುಡಿಯಬೇಕು, ತೆರೆದ ಆಹಾರ ಸೇವಿಸಬಾರದು. ಗ್ರಾಮ ಆರೋಗ್ಯ ಮತ್ತು ನೈರ್ಮಲ್ಯ ಸಮಿತಿಗಳ ಪಾತ್ರ: ಗ್ರಾಮ ಮಟ್ಟದಲ್ಲಿ ಸ್ವಚ್ಛತೆ ಕಾಪಾಡಲು ಸಮಿತಿಗಳು ಸಕ್ರಿಯವಾಗಿ ಕಾರ್ಯನಿರ್ವಹಿಸಬೇಕು. ಕುಡಿಯುವ ನೀರಿನ ಮೂಲಗಳನ್ನು ನಿಯಮಿತವಾಗಿ ಕ್ಲೋರಿನೇಷನ್ ಮಾಡಬೇಕು. ನೀರಿನ ತೊಟ್ಟಿಗಳನ್ನು ಸ್ವಚ್ಛಗೊಳಿಸಬೇಕು. ಕಾಲರಾ ರೋಗ ಕಂಡುಬಂದಲ್ಲಿ ತಕ್ಷಣ ಹತ್ತಿರದ ಆರೋಗ್ಯ ಕೇಂದ್ರಕ್ಕೆ ಭೇಟಿ ನೀಡಬೇಕು. ಓಆರ್‌ಎಸ್ ದ್ರಾವಣ ಸೇವಿಸುವುದರಿಂದ ನಿರ್ಜಲೀಕರಣ ತಡೆಯಬಹುದು. ಕೈಗಳನ್ನು ಸಾಬೂನಿನಿಂದ ತೊಳೆದು ಊಟ ಮಾಡಬೇಕು. ಬೀದಿ ಬದಿಯ ಕತ್ತರಿಸಿದ ಹಣ್ಣುಗಳನ್ನು ಸೇವಿಸಬಾರದು. ಮಕ್ಕಳು ಹಾಗೂ ವೃದ್ಧರು ಹೆಚ್ಚಿನ ಎಚ್ಚರಿಕೆ ವಹಿಸಬೇಕು. ಸ್ವಚ್ಛತೆ ಕಾಪಾಡುವುದರಿಂದ ರೋಗಗಳನ್ನು ತಡೆಗಟ್ಟಬಹುದು. ಸಾರ್ವಜನಿಕರು ಯಾವುದೇ ರೋಗ ಲಕ್ಷಣ ಕಂಡುಬಂದಲ್ಲಿ ವೈದ್ಯರನ್ನು ಸಂಪರ್ಕಿಸಬೇಕು ಎಂದು ಜಿಲ್ಲಾ ಆರೋಗ್ಯಾಧಿಕಾರಿ ಡಾ. ಮಹೇಶ್ ಕುಮಾರ್ ಪ್ರಕಟಣೆಯಲ್ಲಿ ತಿಳಿಸಿದ್ದಾರೆ. <box>698 1051 1304 1148</box>
temple-photo-caption: ಚಿಂತಾಮಣಿ ತಾಲೂಕಿನ ಶ್ರೀ ಕ್ಷೇತ್ರ ಕೈವಾರದ ಶ್ರೀಯೋಗಿನಾರೇಯಣ ತಾತಯ್ಯನ ರಥೋತ್ಸವದ ಸದ್ಗುರು ಯೋಗಿನಾರೇಯಣ ತಾತಯ್ಯನವರ ಉತ್ಸವ ಮೂರ್ತಿಯನ್ನು ಮುತ್ತಿನ ಪಲ್ಲಕ್ಕಿ ಉತ್ಸವ ಶ್ರದ್ಧಾಭಕ್ತಿಗಳಿಂದ ಆಚರಿಸಲಾಯಿತು. <box>292 320 621 370</box>
ambedkar-body: ಶಿಡ್ಲಘಟ್ಟ: ನಗರದ ಅಂಬೇಡ್ಕರ್ ಭವನದಲ್ಲಿ ನಗರಸಭೆ ಸಂಬಂಧಿಸಿದ ಹಲವು ಕಾಮಗಾರಿಗಳಿಗೆ ಶಾಸಕ ಬಿ.ಎನ್.ರವಿಕುಮಾರ್ ಚಾಲನೆ ನೀಡಿದರು. ಅಂಬೇಡ್ಕರ್ ಭವನ ನಿರ್ಮಾಣ ಕಾಮಗಾರಿ ಶೀಘ್ರವೇ ಪ್ರಾರಂಭಿಸಲಾಗುವುದು ಎಂದು ತಿಳಿಸಿದರು. ನಗರದ ಅಭಿವೃದ್ಧಿಗೆ ಸರ್ಕಾರದಿಂದ ಹೆಚ್ಚಿನ ಅನುದಾನ ತರಲಾಗುವುದು. ಅಂಬೇಡ್ಕರ್ ಭವನ ನಿರ್ಮಾಣಕ್ಕೆ 10 ಕೋಟಿ ರೂ. ಅನುದಾನ ಬಿಡುಗಡೆಯಾಗಿದ್ದು, ಗೋವಿಂದರಾಜು 50 ಲಕ್ಷ ರೂ. ಶಾಸಕರ ಅನುದಾನದಲ್ಲಿ 50 ಲಕ್ಷ ರೂ. ನೀಡಲಾಗಿದೆ. ಸಮುದಾಯದ ಜನರು ಸಹಕಾರ ನೀಡಬೇಕು ಎಂದರು. ನಗರಸಭೆ ಅಧ್ಯಕ್ಷರು, ಉಪಾಧ್ಯಕ್ಷರು, ಸದಸ್ಯರು, ಪೌರಾಯುಕ್ತರು, ಮುಖಂಡರು ಭಾಗವಹಿಸಿದ್ದರು. <box>698 1329 908 1468</box>
lamp-icon <box>81 14 107 40</box>
ethics-kicker: ವಿದ್ಯಾರ್ಥಿಗಳು ಪಾಠದಷ್ಟೇ ಜೀವನ ಮೌಲ್ಯಗಳಿಗೂ ಆದ್ಯತೆ ನೀಡಲಿ <box>40 1597 381 1617</box>
vatsalya-photo <box>40 1056 256 1164</box>
vatsalya-headline: ವಾತ್ಸಲ್ಯ ಮನೆ ಹಸ್ತಾಂತರ <box>66 1022 199 1042</box>
row-divider-ambedkar <box>694 1288 1306 1289</box>
district-title: ಚಿಕ್ಕಬಳ್ಳಾಪುರ <box>503 10 663 54</box>
col-divider-lead <box>930 400 931 1010</box>
lead-sidebar-title: ಆರ್ಥಿಕ ಅಭಿವೃದ್ಧಿ <box>764 529 847 547</box>
registration-dots-left: ●●●● <box>150 1992 200 2006</box>
registration-dots-right: ●●●● <box>1210 1992 1260 2006</box>
logo-tagline: ರಾಷ್ಟ್ರ ಜಾಗೃತಿಯ ಧ್ವನಿ <box>153 42 210 51</box>
health-kicker: ಸುದ್ದಿ ಧಾವಂತದಲ್ಲಿ ಪತ್ರಕರ್ತರು ಆರೋಗ್ಯ ನಿರ್ಲಕ್ಷ್ಯವಿದರಲಿ <box>942 403 1189 419</box>
col-divider-holi <box>686 1016 687 1576</box>
min-temp-label: ಗರಿಷ್ಠ <box>957 16 973 26</box>
lead-headline: ಹೊಸ ತಂತ್ರಜ್ಞಾನ ಬಳಸಿ <box>298 428 690 486</box>
health-sidebar-body: ತಾಯಿ ಮತ್ತು ಮಕ್ಕಳ ಆರೋಗ್ಯ ಕಾರ್ಯಕ್ರಮಗಳ ಅನುಷ್ಠಾನದಲ್ಲಿ ಜಿಲ್ಲೆಯು ರಾಜ್ಯದಲ್ಲಿ 5ನೇ ಸ್ಥಾನದಲ್ಲಿದೆ. ಜಿಲ್ಲೆಯಲ್ಲಿ 60% ಶಿಶು ಮರಣ ಪ್ರಮಾಣ ನಿಯಂತ್ರಣದಲ್ಲಿದ್ದು 2023-24ರಲ್ಲಿ ಹೆರಿಗೆಯಲ್ಲಿ ಜನನ ಪ್ರಮಾಣ 94% ತಲುಪಿದ್ದು, ರಾಜ್ಯದಲ್ಲಿ 10ನೇ ಸ್ಥಾನದಲ್ಲಿದೆ ಎಂದರು. <box>1140 621 1296 704</box>
issue-day: ಮಂಗಳವಾರ <box>1133 14 1190 30</box>
logo-title: ಹೊಸ ದಿಗಂತ <box>115 12 226 41</box>
col-divider-kaivara <box>636 86 637 386</box>
madhugiri-caption: ಮಧುಗಿರಿ ಪಟ್ಟಣದ ದಂಡಿನ ಮಾರಮ್ಮನ ಜಾತ್ರೆ ಪ್ರಯುಕ್ತ ನಡೆದ ಕುಂಚೆಟಿಗ ಒಕ್ಕಲಿಗ ಸಂಘ ವಾಹನ ರಥೋತ್ಸವಕ್ಕೆ ದೇಹಲಿ ವಿಶೇಷ ಪ್ರತಿನಿಧಿ ಶಾಸಕ ಟಿಬಿ ಜಯಚಂದ್ರ ಚಾಲನೆ ನೀಡಿದರು. ಉಪವಿಭಾಗಾಧಿಕಾರಿ ಗೋಟೂರು ಶಿವಪ್ಪ, ಕೆಪಿಸಿಸಿ ಉಪಾಧ್ಯಕ್ಷ ಮುರುಳೀಧರ ಹಾಲಪ್ಪ, ಪುರಸಭಾ ಅಧ್ಯಕ್ಷ ಲಾಲಾಪೇಟೆ ಮಂಜುನಾಥ್, ಡಾ.ಜಿ.ಕೆ. ಜಯರಾಮ್, ಎಂ.ಜಿ.ಶ್ರೀನಿವಾಸಮೂರ್ತಿ ಹಾಜರಿದ್ದರು. <box>980 282 1296 365</box>
quote-mark-icon: ❝ <box>520 691 544 737</box>
hospital-headline: ಸರ್ಕಾರಿ ಆಸ್ಪತ್ರೆಗಳ ಉನ್ನತೀಕರಣ: ಸುಧಾಕರ್ <box>694 1620 1144 1658</box>
